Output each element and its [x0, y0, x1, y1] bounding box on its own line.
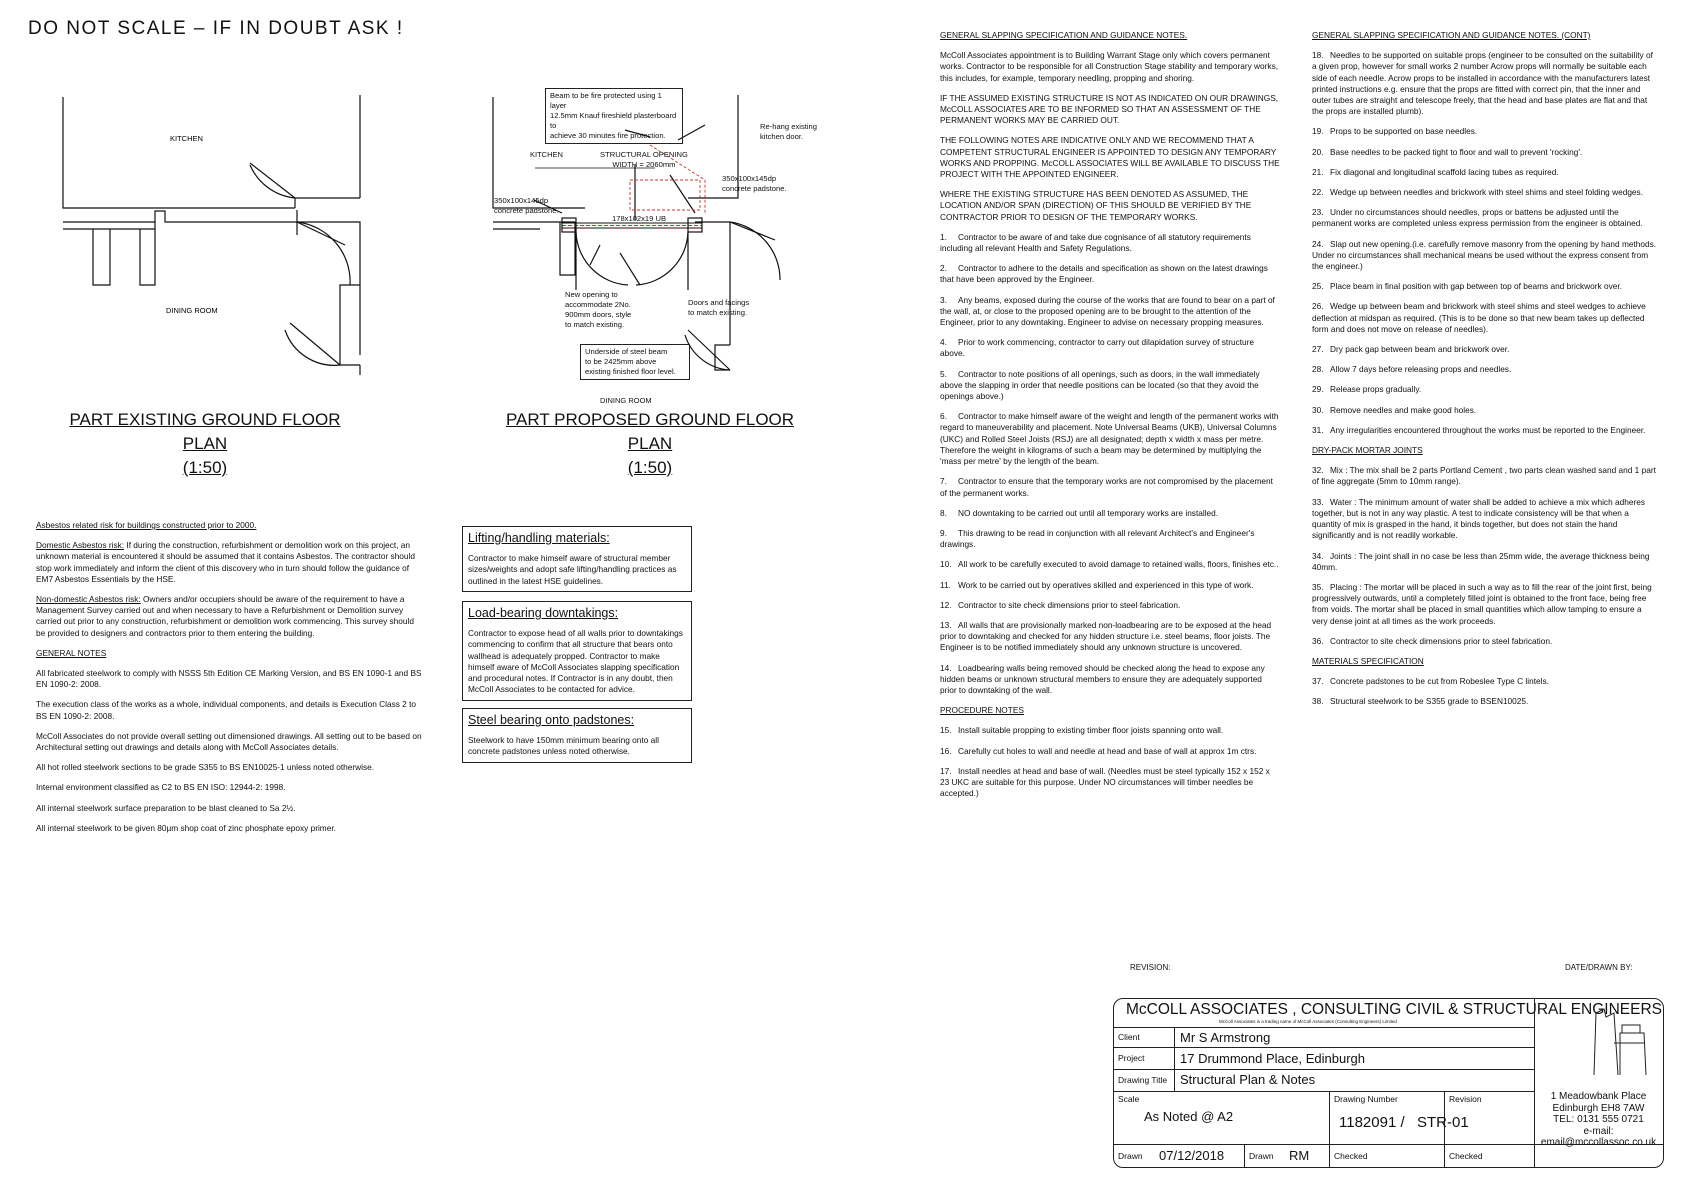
proposed-plan-title-block: [505, 408, 795, 480]
note-number: 25.: [1312, 281, 1324, 292]
slapping-note: [1312, 239, 1657, 273]
note-number: 18.: [1312, 50, 1324, 61]
general-note: Internal environment classified as C2 to BS EN ISO: 12944-2: 1998.: [36, 782, 286, 793]
note-text: Contractor to make himself aware of the weight and length of the permanent works with regard to maneuverability and placement. Note Universal Beams (UKB), Universal Columns (UKC) and Rolled Steel Joists (RSJ) are all designated; depth x width x mass per metre. Therefore the weight in kilograms of such a beam may be determined by multiplying the 'mass per metre' by the length of the beam.: [940, 411, 1279, 467]
note-number: 15.: [940, 725, 952, 736]
materials-note: [1312, 696, 1657, 707]
padstone-left-note: [494, 196, 559, 216]
slapping-note: [1312, 384, 1657, 395]
note-number: 17.: [940, 765, 952, 776]
rehang-note-line-2: kitchen door.: [760, 132, 804, 141]
note-text: Mix : The mix shall be 2 parts Portland Cement , two parts clean washed sand and 1 part of fine aggregate (5mm to 10mm range).: [1312, 465, 1656, 487]
slapping-note: [940, 620, 1280, 654]
company-logo: [1584, 1003, 1654, 1083]
drawn-date-value: 07/12/2018: [1159, 1148, 1225, 1163]
rehang-door-note: [760, 122, 817, 142]
slapping-note: [1312, 147, 1657, 158]
note-text: NO downtaking to be carried out until all temporary works are installed.: [958, 507, 1219, 518]
steel-bearing-box: [462, 708, 692, 763]
note-number: 2.: [940, 263, 947, 274]
nondomestic-asbestos-text: Owners and/or occupiers should be aware of the requirement to have a Management Survey carried out and when necessary to have a Refurbishment or Demolition survey carried out prior to any construction, refurbishment or demolition work commencing. This survey should be provided to designers and contractors prior to them entering the building.: [36, 594, 414, 638]
opening-label-line-2: WIDTH = 2060mm: [612, 160, 676, 169]
mortar-note: [1312, 636, 1657, 647]
project-value: 17 Drummond Place, Edinburgh: [1180, 1051, 1365, 1066]
note-number: 22.: [1312, 187, 1324, 198]
existing-plan-title-block: [60, 408, 350, 480]
drawing-title-label: Drawing Title: [1118, 1075, 1168, 1085]
slapping-note: [940, 559, 1280, 570]
general-note: McColl Associates do not provide overall setting out dimensioned drawings. All setting out to be based on Architectural setting out drawings and details along with McColl Associates details.: [36, 730, 422, 753]
proposed-plan-title: PART PROPOSED GROUND FLOOR PLAN: [505, 410, 795, 453]
padstone-right-note: [722, 174, 787, 194]
note-number: 19.: [1312, 126, 1324, 137]
note-text: Remove needles and make good holes.: [1330, 404, 1477, 415]
scale-value: As Noted @ A2: [1144, 1109, 1234, 1124]
revision-col-label: Revision: [1449, 1094, 1482, 1104]
note-number: 6.: [940, 411, 947, 422]
drawn-by-label: Drawn: [1249, 1151, 1274, 1161]
load-bearing-box: [462, 601, 692, 701]
procedure-note: [940, 725, 1280, 736]
existing-room-kitchen: KITCHEN: [170, 134, 203, 143]
existing-wall-outline: [63, 97, 295, 208]
note-text: Fix diagonal and longitudinal scaffold lacing tubes as required.: [1330, 166, 1559, 177]
note-number: 33.: [1312, 496, 1324, 507]
slapping-note: [940, 508, 1280, 519]
general-note: All hot rolled steelwork sections to be grade S355 to BS EN10025-1 unless noted otherwise.: [36, 762, 375, 773]
note-number: 12.: [940, 599, 952, 610]
slapping-heading: GENERAL SLAPPING SPECIFICATION AND GUIDANCE NOTES.: [940, 30, 1188, 40]
underside-note-line-2: to be 2425mm above: [585, 357, 657, 366]
slapping-intro: IF THE ASSUMED EXISTING STRUCTURE IS NOT AS INDICATED ON OUR DRAWINGS, McCOLL ASSOCIATES ARE TO BE INFORMED SO THAT AN ASSESSMENT OF THE PERMANENT WORKS MAY BE CARRIED OUT.: [940, 92, 1279, 126]
note-text: Install needles at head and base of wall. (Needles must be steel typically 152 x 152 x 23 UKC are suitable for this purpose. Under NO circumstances will timber needles be accepted.): [940, 765, 1270, 799]
slapping-cont-heading: GENERAL SLAPPING SPECIFICATION AND GUIDANCE NOTES. (CONT): [1312, 30, 1591, 40]
note-text: Placing : The mortar will be placed in such a way as to fill the rear of the joint first, being progressively outwards, until a completely filled joint is obtained to the front face, being free from voids. The mortar shall be placed in small quantities which allow tamping to ensure a very dense joint at all times as the work proceeds.: [1312, 581, 1652, 626]
note-number: 36.: [1312, 635, 1324, 646]
note-number: 3.: [940, 294, 947, 305]
proposed-room-dining: DINING ROOM: [600, 396, 652, 405]
drawing-title-value: Structural Plan & Notes: [1180, 1072, 1316, 1087]
fire-protection-note: [545, 88, 683, 144]
note-number: 32.: [1312, 465, 1324, 476]
note-number: 28.: [1312, 364, 1324, 375]
note-text: Contractor to site check dimensions prior to steel fabrication.: [958, 599, 1181, 610]
note-number: 35.: [1312, 581, 1324, 592]
note-number: 8.: [940, 507, 947, 518]
mortar-heading: DRY-PACK MORTAR JOINTS: [1312, 445, 1423, 456]
note-number: 7.: [940, 476, 947, 487]
date-drawn-label: DATE/DRAWN BY:: [1565, 963, 1633, 972]
new-opening-line-1: New opening to: [565, 290, 618, 299]
new-opening-line-4: to match existing.: [565, 320, 625, 329]
checked-label-2: Checked: [1449, 1151, 1483, 1161]
slapping-note: [1312, 344, 1657, 355]
note-text: Carefully cut holes to wall and needle at head and base of wall at approx 1m ctrs.: [958, 745, 1257, 756]
doors-facings-note: [688, 298, 749, 318]
note-text: Slap out new opening.(i.e. carefully remove masonry from the opening by hand methods. Under no circumstances shall mechanical means be used without the express consent from the engineer.): [1312, 238, 1657, 272]
note-text: Prior to work commencing, contractor to carry out dilapidation survey of structure above.: [940, 337, 1255, 359]
drawn-by-value: RM: [1289, 1148, 1310, 1163]
project-label: Project: [1118, 1053, 1145, 1063]
load-bearing-text: Contractor to expose head of all walls prior to downtakings commencing to confirm that all structure that bears onto wallhead is adequately propped. Contractor to make himself aware of McColl Associates slapping specification and procedural notes. If Contractor is in any doubt, then McColl Associates to be contacted for advice.: [468, 628, 683, 695]
lifting-handling-box: [462, 526, 692, 592]
slapping-note: [940, 528, 1280, 550]
fire-note-line-3: achieve 30 minutes fire protection.: [550, 131, 666, 140]
nondomestic-asbestos-para: [36, 594, 424, 639]
note-number: 26.: [1312, 301, 1324, 312]
note-text: Allow 7 days before releasing props and needles.: [1330, 364, 1512, 375]
slapping-note: [940, 600, 1280, 611]
checked-label-1: Checked: [1334, 1151, 1368, 1161]
padstone-right-line-1: 350x100x145dp: [722, 174, 777, 183]
asbestos-heading: Asbestos related risk for buildings constructed prior to 2000.: [36, 520, 257, 530]
existing-plan-scale: (1:50): [182, 458, 228, 477]
note-number: 16.: [940, 745, 952, 756]
doors-note-line-2: to match existing.: [688, 308, 748, 317]
note-number: 37.: [1312, 676, 1324, 687]
revision-label: REVISION:: [1130, 963, 1171, 972]
slapping-note: [940, 263, 1280, 285]
structural-opening-label: [600, 150, 688, 170]
procedure-heading: PROCEDURE NOTES: [940, 705, 1024, 716]
note-text: Wedge up between beam and brickwork with steel shims and steel wedges to achieve deflection at midspan as required. (This is to be done so that new beam takes up deflected form and does not move on release of needles).: [1312, 301, 1646, 334]
company-address: [1534, 1091, 1663, 1149]
note-number: 4.: [940, 337, 947, 348]
note-number: 9.: [940, 527, 947, 538]
note-text: Contractor to site check dimensions prior to steel fabrication.: [1330, 635, 1553, 646]
note-number: 23.: [1312, 207, 1324, 218]
procedure-note: [940, 766, 1280, 800]
lifting-handling-text: Contractor to make himself aware of structural member sizes/weights and adopt safe lifting/handling practices as outlined in the latest HSE guidelines.: [468, 553, 677, 586]
note-number: 13.: [940, 619, 952, 630]
slapping-note: [940, 411, 1280, 467]
note-number: 29.: [1312, 384, 1324, 395]
client-label: Client: [1118, 1032, 1140, 1042]
address-line: 1 Meadowbank Place: [1550, 1091, 1647, 1102]
slapping-note: [1312, 364, 1657, 375]
scale-label: Scale: [1118, 1094, 1140, 1104]
slapping-intro: THE FOLLOWING NOTES ARE INDICATIVE ONLY AND WE RECOMMEND THAT A COMPETENT STRUCTURAL ENGINEER IS APPOINTED TO DESIGN ANY TEMPORARY WORKS AND PROPPING. McCOLL ASSOCIATES WILL BE AVAILABLE TO DISCUSS THE PROJECT WITH THE APPOINTED ENGINEER.: [940, 135, 1280, 180]
address-line: TEL: 0131 555 0721: [1553, 1114, 1644, 1125]
note-text: Joints : The joint shall in no case be less than 25mm wide, the average thickness being 40mm.: [1312, 550, 1650, 572]
opening-label-line-1: STRUCTURAL OPENING: [600, 150, 688, 159]
slapping-note: [1312, 187, 1657, 198]
drawing-number-label: Drawing Number: [1334, 1094, 1398, 1104]
note-number: 27.: [1312, 344, 1324, 355]
note-text: Any irregularities encountered throughout the works must be reported to the Engineer.: [1330, 424, 1646, 435]
mortar-note: [1312, 582, 1657, 627]
title-block: [1113, 998, 1664, 1168]
note-number: 38.: [1312, 696, 1324, 707]
note-number: 34.: [1312, 550, 1324, 561]
padstone-right-line-2: concrete padstone.: [722, 184, 787, 193]
note-text: Concrete padstones to be cut from Robeslee Type C lintels.: [1330, 676, 1549, 687]
padstone-left-line-2: concrete padstone.: [494, 206, 559, 215]
existing-plan-title: PART EXISTING GROUND FLOOR PLAN: [69, 410, 341, 453]
slapping-note: [940, 580, 1280, 591]
new-opening-note: [565, 290, 631, 330]
domestic-asbestos-text: If during the construction, refurbishment or demolition work on this project, an unknown material is encountered it should be assumed that it contains Asbestos. The contractor should stop work immediately and inform the client of this discovery who in turn should follow the guidance of EM7 Asbestos Essentials by the HSE.: [36, 540, 415, 584]
procedure-note: [940, 746, 1280, 757]
slapping-note: [1312, 425, 1657, 436]
slapping-note: [1312, 126, 1657, 137]
rehang-note-line-1: Re-hang existing: [760, 122, 817, 131]
note-number: 24.: [1312, 238, 1324, 249]
note-number: 20.: [1312, 146, 1324, 157]
slapping-note: [940, 369, 1280, 403]
materials-heading: MATERIALS SPECIFICATION: [1312, 655, 1424, 666]
email-link[interactable]: email@mccollassoc.co.uk: [1540, 1137, 1657, 1148]
slapping-note: [1312, 405, 1657, 416]
note-text: Dry pack gap between beam and brickwork over.: [1330, 344, 1510, 355]
drawn-date-label: Drawn: [1118, 1151, 1143, 1161]
fire-note-line-1: Beam to be fire protected using 1 layer: [550, 91, 662, 110]
slapping-note: [1312, 50, 1657, 117]
slapping-note: [940, 476, 1280, 498]
note-number: 10.: [940, 559, 952, 570]
company-subtitle: McColl Associates is a trading name of McColl Associates (Consulting Engineers) Limited: [1219, 1019, 1397, 1024]
padstone-left-line-1: 350x100x145dp: [494, 196, 549, 205]
note-number: 30.: [1312, 404, 1324, 415]
slapping-note: [940, 295, 1280, 329]
underside-note-line-1: Underside of steel beam: [585, 347, 668, 356]
doors-note-line-1: Doors and facings: [688, 298, 750, 307]
materials-note: [1312, 676, 1657, 687]
note-text: Loadbearing walls being removed should be checked along the head to expose any hidden beams or unknown structural members to ensure they are adequately supported prior to downtaking of the wall.: [940, 662, 1265, 695]
slapping-note: [1312, 281, 1657, 292]
slapping-intro: WHERE THE EXISTING STRUCTURE HAS BEEN DENOTED AS ASSUMED, THE LOCATION AND/OR SPAN (DIRECTION) OF THIS SHOULD BE VERIFIED BY THE CONTRACTOR PRIOR TO DESIGN OF THE TEMPORARY WORKS.: [940, 189, 1252, 222]
mortar-note: [1312, 497, 1657, 542]
general-note: All internal steelwork surface preparation to be blast cleaned to Sa 2½.: [36, 802, 296, 813]
note-text: Base needles to be packed tight to floor and wall to prevent 'rocking'.: [1330, 146, 1583, 157]
note-text: Any beams, exposed during the course of the works that are found to bear on a part of the wall, at, or close to the proposed opening are to be brought to the attention of the Engineer, prior to any downtaking. Engineer to advise on necessary propping measures.: [940, 294, 1275, 328]
note-number: 11.: [940, 579, 951, 590]
note-number: 5.: [940, 368, 947, 379]
slapping-note: [1312, 301, 1657, 335]
note-text: Under no circumstances should needles, props or battens be adjusted until the permanent works are completed unless express permission from the engineer is obtained.: [1312, 207, 1643, 229]
slapping-notes-col2: [1312, 30, 1657, 717]
note-text: Props to be supported on base needles.: [1330, 126, 1478, 137]
note-text: Contractor to adhere to the details and specification as shown on the latest drawings that have been approved by the Engineer.: [940, 263, 1268, 285]
note-number: 21.: [1312, 166, 1324, 177]
underside-note-line-3: existing finished floor level.: [585, 367, 676, 376]
note-text: Install suitable propping to existing timber floor joists spanning onto wall.: [958, 725, 1224, 736]
slapping-note: [940, 663, 1280, 697]
company-name: McCOLL ASSOCIATES , CONSULTING CIVIL & STRUCTURAL ENGINEERS: [1126, 1001, 1662, 1018]
proposed-plan-scale: (1:50): [627, 458, 673, 477]
slapping-note: [1312, 207, 1657, 229]
drawing-number-value: 1182091 /: [1339, 1114, 1405, 1131]
existing-floor-plan: [60, 95, 420, 415]
note-text: All work to be carefully executed to avoid damage to retained walls, floors, finishes etc..: [958, 559, 1279, 570]
nondomestic-asbestos-label: Non-domestic Asbestos risk:: [36, 594, 141, 605]
mortar-note: [1312, 465, 1657, 487]
general-note: All fabricated steelwork to comply with NSSS 5th Edition CE Marking Version, and BS EN 1090-1 and BS EN 1090-2: 2008.: [36, 668, 422, 690]
note-number: 31.: [1312, 424, 1324, 435]
steel-bearing-heading: Steel bearing onto padstones:: [468, 713, 635, 727]
note-text: This drawing to be read in conjunction with all relevant Architect's and Engineer's drawings.: [940, 527, 1255, 550]
slapping-note: [940, 232, 1280, 254]
note-text: Water : The minimum amount of water shall be added to achieve a mix which adheres together, but is not in any way plastic. A test to indicate consistency will be that when a quantity of mix is grasped in the hand, it binds together, but does not stain the hand significantly and is not readily workable.: [1312, 496, 1645, 541]
slapping-notes-col1: [940, 30, 1280, 808]
load-bearing-heading: Load-bearing downtakings:: [468, 606, 619, 620]
slapping-intro: McColl Associates appointment is to Building Warrant Stage only which covers permanent works. Contractor to be responsible for all Construction Stage stability and temporary works, this includes, for example, temporary needling, propping and shoring.: [940, 50, 1279, 83]
note-text: Work to be carried out by operatives skilled and experienced in this type of work.: [958, 579, 1254, 590]
general-notes-heading: GENERAL NOTES: [36, 647, 107, 658]
existing-room-dining: DINING ROOM: [166, 306, 218, 315]
note-number: 1.: [940, 231, 947, 242]
general-note: The execution class of the works as a whole, individual components, and details is Execution Class 2 to BS EN 1090-2: 2008.: [36, 699, 417, 721]
new-opening-line-2: accommodate 2No.: [565, 300, 631, 309]
asbestos-general-notes: [36, 520, 424, 843]
address-line: Edinburgh EH8 7AW: [1552, 1102, 1645, 1114]
slapping-note: [940, 337, 1280, 359]
beam-size-label: 178x102x19 UB: [612, 214, 667, 223]
client-value: Mr S Armstrong: [1180, 1030, 1271, 1045]
new-opening-line-3: 900mm doors, style: [565, 310, 632, 319]
slapping-note: [1312, 167, 1657, 178]
note-text: Contractor to note positions of all openings, such as doors, in the wall immediately above the slapping in order that needle positions can be located (so that they avoid the openings above.): [940, 368, 1260, 402]
do-not-scale-warning: DO NOT SCALE – IF IN DOUBT ASK !: [28, 18, 404, 39]
underside-beam-note: [580, 344, 690, 380]
general-note: All internal steelwork to be given 80μm shop coat of zinc phosphate epoxy primer.: [36, 822, 336, 833]
domestic-asbestos-para: [36, 540, 424, 585]
note-number: 14.: [940, 662, 952, 673]
fire-note-line-2: 12.5mm Knauf fireshield plasterboard to: [550, 111, 677, 130]
note-text: Wedge up between needles and brickwork with steel shims and steel folding wedges.: [1330, 187, 1644, 198]
lifting-handling-heading: Lifting/handling materials:: [468, 531, 610, 545]
note-text: All walls that are provisionally marked non-loadbearing are to be exposed at the head prior to downtaking and checked for any hidden structure i.e. steel beams, floor joists. The Engineer is to be notified immediately should any unknown structure is uncovered.: [940, 619, 1272, 653]
note-text: Contractor to be aware of and take due cognisance of all statutory requirements including all relevant Health and Safety Regulations.: [940, 231, 1251, 254]
proposed-room-kitchen: KITCHEN: [530, 150, 563, 159]
note-text: Place beam in final position with gap between top of beams and brickwork over.: [1330, 281, 1622, 292]
mortar-note: [1312, 551, 1657, 573]
note-text: Structural steelwork to be S355 grade to BSEN10025.: [1330, 696, 1529, 707]
address-line: e-mail:: [1583, 1125, 1614, 1137]
revision-value: STR-01: [1417, 1114, 1469, 1131]
note-text: Contractor to ensure that the temporary works are not compromised by the placement of the permanent works.: [940, 476, 1273, 498]
note-text: Needles to be supported on suitable props (engineer to be consulted on the suitability of a given prop, however for small works 2 number Acrow props will normally be suitable each side of each needle. Acrow props to be installed in accordance with the manufacturers latest printed instructions e.g. ensure that the props are fitted with correct pin, that the inner and outer tubes are straight and telescope freely, that the head and base plates are flat and that the props are installed plumb).: [1312, 50, 1653, 117]
domestic-asbestos-label: Domestic Asbestos risk:: [36, 540, 125, 551]
note-text: Release props gradually.: [1330, 384, 1422, 395]
steel-bearing-text: Steelwork to have 150mm minimum bearing onto all concrete padstones unless noted otherwise.: [468, 735, 659, 757]
